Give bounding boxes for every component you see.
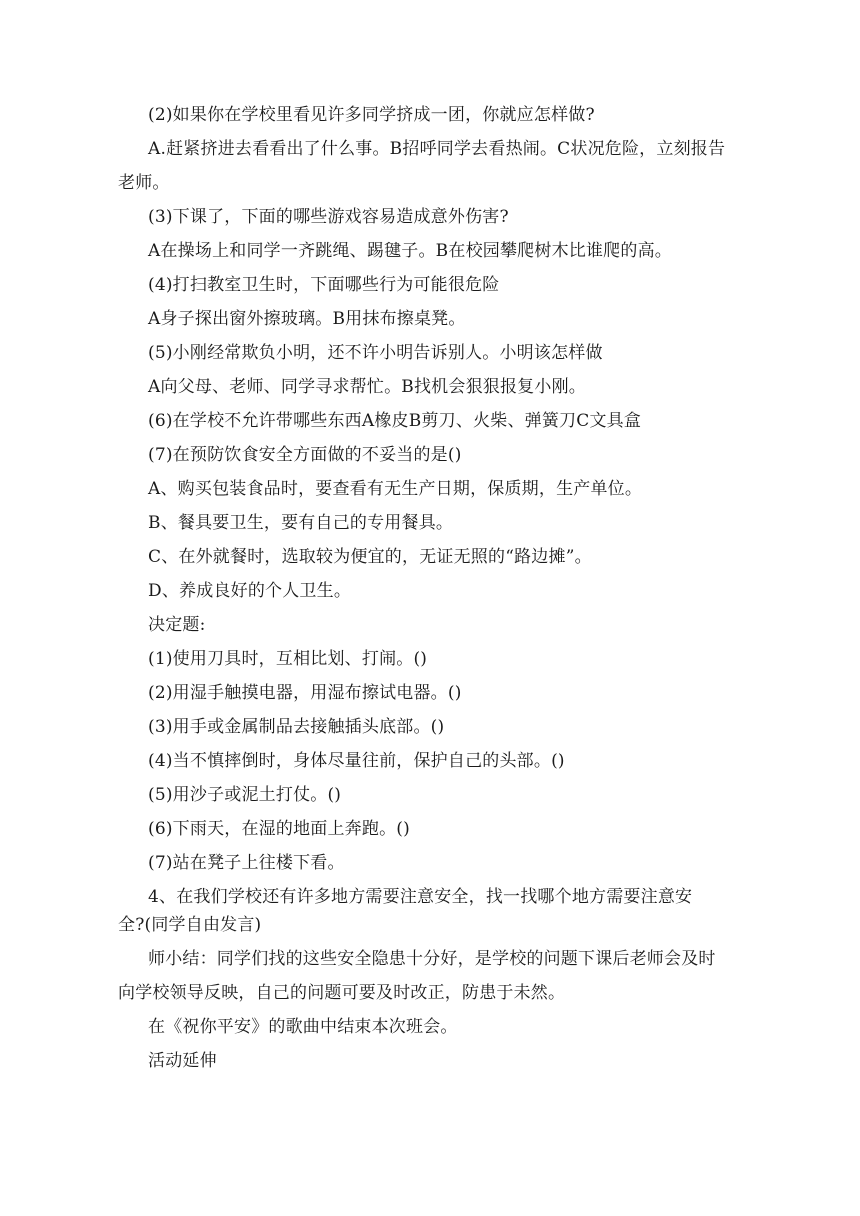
text-line: A.赶紧挤进去看看出了什么事。B招呼同学去看热闹。C状况危险，立刻报告	[148, 139, 726, 159]
text-line: 全?(同学自由发言)	[118, 915, 262, 935]
text-line: B、餐具要卫生，要有自己的专用餐具。	[148, 513, 454, 533]
text-line: A、购买包装食品时，要查看有无生产日期，保质期，生产单位。	[148, 479, 643, 499]
text-line: (7)在预防饮食安全方面做的不妥当的是()	[148, 445, 462, 465]
text-line: C、在外就餐时，选取较为便宜的，无证无照的“路边摊”。	[148, 547, 592, 567]
text-line: (4)打扫教室卫生时，下面哪些行为可能很危险	[148, 275, 500, 295]
text-line: (3)用手或金属制品去接触插头底部。()	[148, 717, 445, 737]
text-line: (1)使用刀具时，互相比划、打闹。()	[148, 649, 428, 669]
text-line: (3)下课了，下面的哪些游戏容易造成意外伤害?	[148, 207, 509, 227]
text-line: 决定题:	[148, 615, 206, 635]
text-line: (6)下雨天，在湿的地面上奔跑。()	[148, 819, 410, 839]
text-line: 老师。	[118, 173, 170, 193]
text-line: (6)在学校不允许带哪些东西A橡皮B剪刀、火柴、弹簧刀C文具盒	[148, 411, 642, 431]
text-line: (2)用湿手触摸电器，用湿布擦试电器。()	[148, 683, 462, 703]
text-line: A身子探出窗外擦玻璃。B用抹布擦桌凳。	[148, 309, 466, 329]
text-line: (5)用沙子或泥土打仗。()	[148, 785, 342, 805]
text-line: 在《祝你平安》的歌曲中结束本次班会。	[148, 1017, 458, 1037]
text-line: A在操场上和同学一齐跳绳、踢毽子。B在校园攀爬树木比谁爬的高。	[148, 241, 672, 261]
text-line: A向父母、老师、同学寻求帮忙。B找机会狠狠报复小刚。	[148, 377, 586, 397]
text-line: 师小结：同学们找的这些安全隐患十分好，是学校的问题下课后老师会及时	[148, 949, 716, 969]
text-line: (2)如果你在学校里看见许多同学挤成一团，你就应怎样做?	[148, 105, 595, 125]
text-line: D、养成良好的个人卫生。	[148, 581, 352, 601]
text-line: (4)当不慎摔倒时，身体尽量往前，保护自己的头部。()	[148, 751, 565, 771]
text-line: 4、在我们学校还有许多地方需要注意安全，找一找哪个地方需要注意安	[148, 887, 693, 907]
text-line: (5)小刚经常欺负小明，还不许小明告诉别人。小明该怎样做	[148, 343, 603, 363]
text-line: 活动延伸	[148, 1051, 217, 1071]
text-line: (7)站在凳子上往楼下看。	[148, 853, 345, 873]
text-line: 向学校领导反映，自己的问题可要及时改正，防患于未然。	[118, 983, 566, 1003]
